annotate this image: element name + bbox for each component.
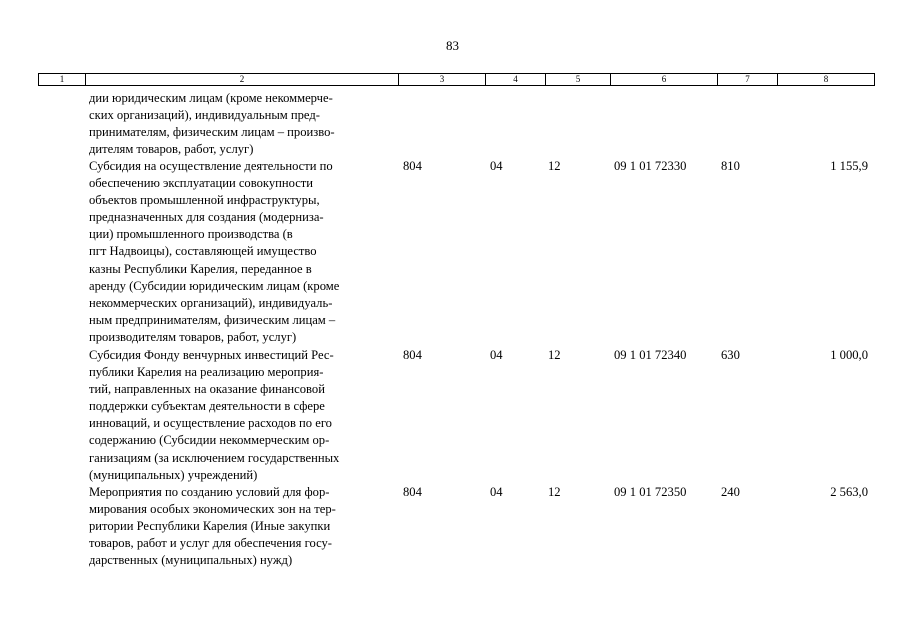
header-col-8: 8 — [823, 74, 829, 84]
header-col-3: 3 — [399, 74, 486, 85]
row-col-6: 09 1 01 72350 — [614, 485, 687, 499]
table-header — [38, 73, 875, 86]
header-col-2: 2 — [86, 74, 399, 85]
continuation-text: дии юридическим лицам (кроме некоммерче- ских организаций), индивидуальным пред- принимателям, физическим лицам – произво- дителям товаров, работ, услуг) — [89, 91, 335, 157]
row-col-8: 2 563,0 — [830, 485, 868, 499]
row-description: Субсидия Фонду венчурных инвестиций Рес- публики Карелия на реализацию мероприя- тий, направленных на оказание финансовой поддержки субъектам деятельности в сфере инноваций, и осуществление расходов по его содержанию (Субсидии некоммерческим ор- ганизациям (за исключением государственных (муниципальных) учреждений) — [89, 348, 340, 482]
page-number: 83 — [446, 38, 459, 53]
row-col-4: 04 — [490, 159, 503, 173]
row-col-3: 804 — [403, 485, 422, 499]
row-col-4: 04 — [490, 348, 503, 362]
row-col-5: 12 — [548, 485, 561, 499]
row-col-4: 04 — [490, 485, 503, 499]
row-col-7: 810 — [721, 159, 740, 173]
row-col-7: 630 — [721, 348, 740, 362]
row-col-5: 12 — [548, 348, 561, 362]
header-col-1: 1 — [39, 74, 86, 85]
row-col-8: 1 000,0 — [830, 348, 868, 362]
row-col-3: 804 — [403, 159, 422, 173]
row-description: Мероприятия по созданию условий для фор- мирования особых экономических зон на тер- ритории Республики Карелия (Иные закупки товаров, работ и услуг для обеспечения госу- дарственных (муниципальных) нужд) — [89, 485, 336, 568]
header-col-4: 4 — [486, 74, 546, 85]
row-col-7: 240 — [721, 485, 740, 499]
header-col-5: 5 — [546, 74, 611, 85]
row-col-6: 09 1 01 72330 — [614, 159, 687, 173]
row-col-8: 1 155,9 — [830, 159, 868, 173]
header-col-7: 7 — [718, 74, 778, 85]
row-col-6: 09 1 01 72340 — [614, 348, 687, 362]
header-col-6: 6 — [611, 74, 718, 85]
row-col-3: 804 — [403, 348, 422, 362]
row-col-5: 12 — [548, 159, 561, 173]
row-description: Субсидия на осуществление деятельности по обеспечению эксплуатации совокупности объектов промышленной инфраструктуры, предназначенных для создания (модерниза- ции) промышленного производства (в пгт Надвоицы), составляющей имущество казны Республики Карелия, переданное в аренду (Субсидии юридическим лицам (кроме некоммерческих организаций), индивидуаль- ным предпринимателям, физическим лицам – производителям товаров, работ, услуг) — [89, 159, 340, 344]
